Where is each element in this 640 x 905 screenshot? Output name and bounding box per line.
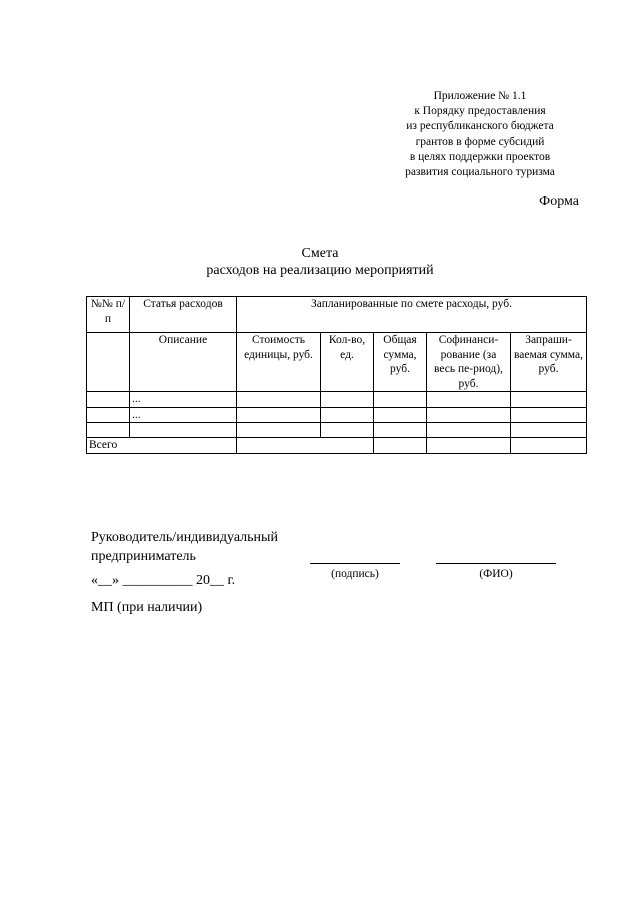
table-header-row [87,297,587,333]
annex-line: развития социального туризма [405,166,555,179]
document-subtitle: расходов на реализацию мероприятий [206,263,434,278]
estimate-table [86,296,587,454]
total-label: Всего [87,438,237,454]
table-row [87,423,587,438]
subheader-qty: Кол-во, ед. [321,333,374,392]
annex-line: к Порядку предоставления [414,105,546,118]
date-line: «__» __________ 20__ г. [91,573,236,588]
fio-line [436,563,556,564]
subheader-cofinancing: Софинанси-рование (за весь пе-риод), руб. [427,333,511,392]
table-total-row [87,438,587,454]
stamp-label: МП (при наличии) [91,600,203,615]
subheader-requested: Запраши-ваемая сумма, руб. [511,333,587,392]
header-num: №№ п/п [87,297,130,333]
row-article: ... [130,392,237,408]
position-title: Руководитель/индивидуальный [91,530,278,545]
annex-header [360,89,600,180]
table-row [87,407,587,423]
table-row [87,392,587,408]
fio-caption: (ФИО) [479,568,513,580]
subheader-description: Описание [130,333,237,392]
annex-line: из республиканского бюджета [406,120,554,133]
form-label: Форма [539,194,579,209]
signature-caption: (подпись) [331,568,379,580]
row-article: ... [130,407,237,423]
annex-line: Приложение № 1.1 [433,90,527,102]
subheader-total: Общая сумма, руб. [374,333,427,392]
annex-line: грантов в форме субсидий [415,135,545,148]
subheader-empty [87,333,130,392]
signature-line [310,563,400,564]
header-article: Статья расходов [130,297,237,333]
position-title-cont: предприниматель [91,549,196,564]
header-planned: Запланированные по смете расходы, руб. [237,297,587,333]
subheader-unit-cost: Стоимость единицы, руб. [237,333,321,392]
document-title: Смета [301,246,339,261]
annex-line: в целях поддержки проектов [409,150,551,163]
table-subheader-row [87,333,587,392]
